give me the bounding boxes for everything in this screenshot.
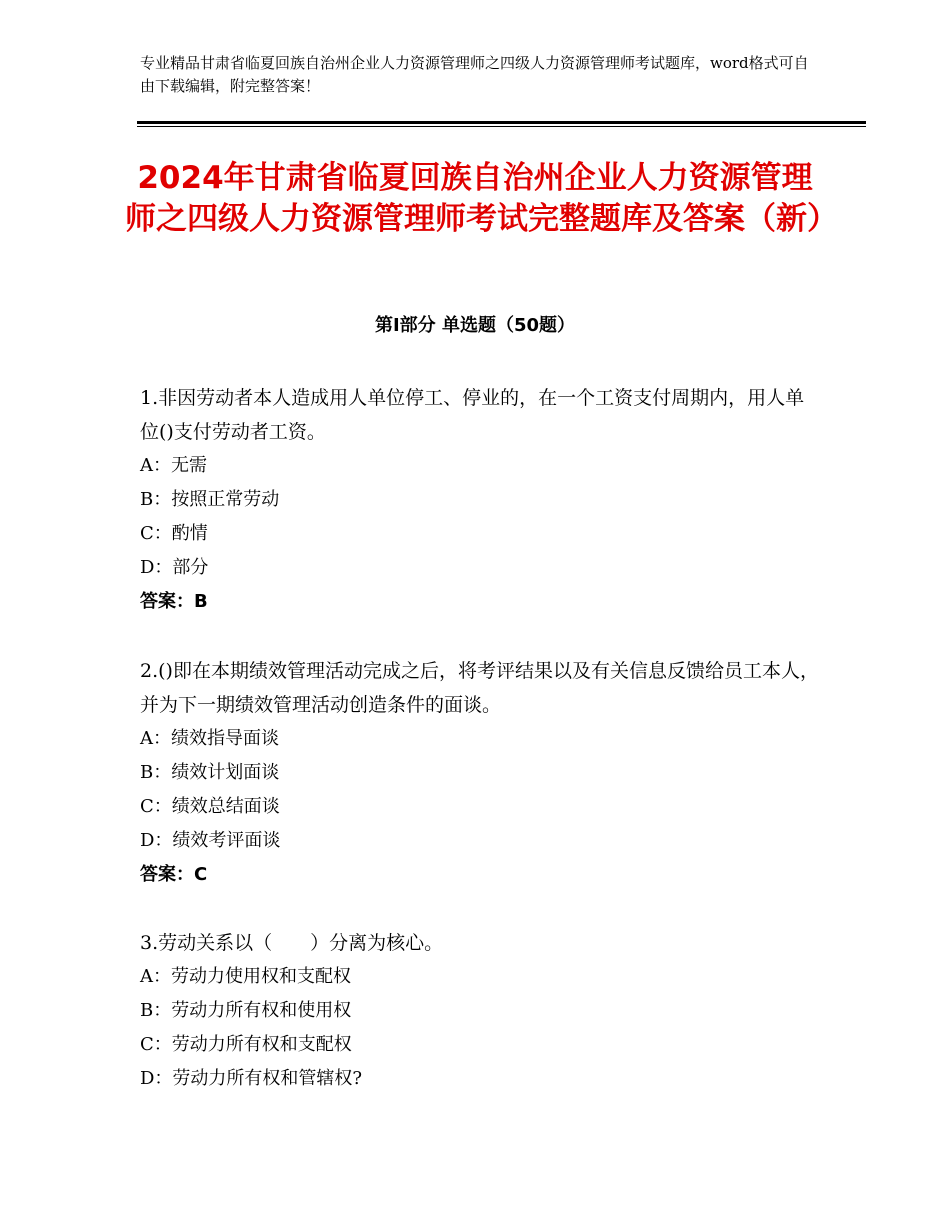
option-d: D：绩效考评面谈: [140, 830, 281, 851]
question-2: [140, 654, 820, 892]
answer: 答案：B: [140, 591, 208, 612]
section-title: 第Ⅰ部分 单选题（50题）: [374, 315, 575, 336]
question-stem: 3.劳动关系以（ ）分离为核心。: [140, 932, 444, 954]
option-b: B：劳动力所有权和使用权: [140, 1000, 352, 1021]
question-stem: 2.()即在本期绩效管理活动完成之后，将考评结果以及有关信息反馈给员工本人，并为下一期绩效管理活动创造条件的面谈。: [140, 660, 819, 716]
option-b: B：按照正常劳动: [140, 489, 280, 510]
option-b: B：绩效计划面谈: [140, 762, 280, 783]
question-3: [140, 926, 820, 1096]
option-a: A：劳动力使用权和支配权: [140, 966, 351, 987]
option-d: D：部分: [140, 557, 209, 578]
option-a: A：绩效指导面谈: [140, 728, 279, 749]
option-c: C：劳动力所有权和支配权: [140, 1034, 352, 1055]
header-rule-thick: [137, 121, 866, 124]
option-c: C：绩效总结面谈: [140, 796, 280, 817]
option-c: C：酌情: [140, 523, 208, 544]
header-rule-thin: [137, 126, 866, 127]
header-note: 专业精品甘肃省临夏回族自治州企业人力资源管理师之四级人力资源管理师考试题库，word格式可自由下载编辑，附完整答案！: [140, 54, 809, 95]
option-a: A：无需: [140, 455, 207, 476]
option-d: D：劳动力所有权和管辖权?: [140, 1068, 363, 1089]
answer: 答案：C: [140, 864, 208, 885]
document-title: 2024年甘肃省临夏回族自治州企业人力资源管理师之四级人力资源管理师考试完整题库及答案（新）: [125, 160, 838, 237]
question-1: [140, 381, 820, 619]
question-stem: 1.非因劳动者本人造成用人单位停工、停业的，在一个工资支付周期内，用人单位()支付劳动者工资。: [140, 387, 805, 443]
